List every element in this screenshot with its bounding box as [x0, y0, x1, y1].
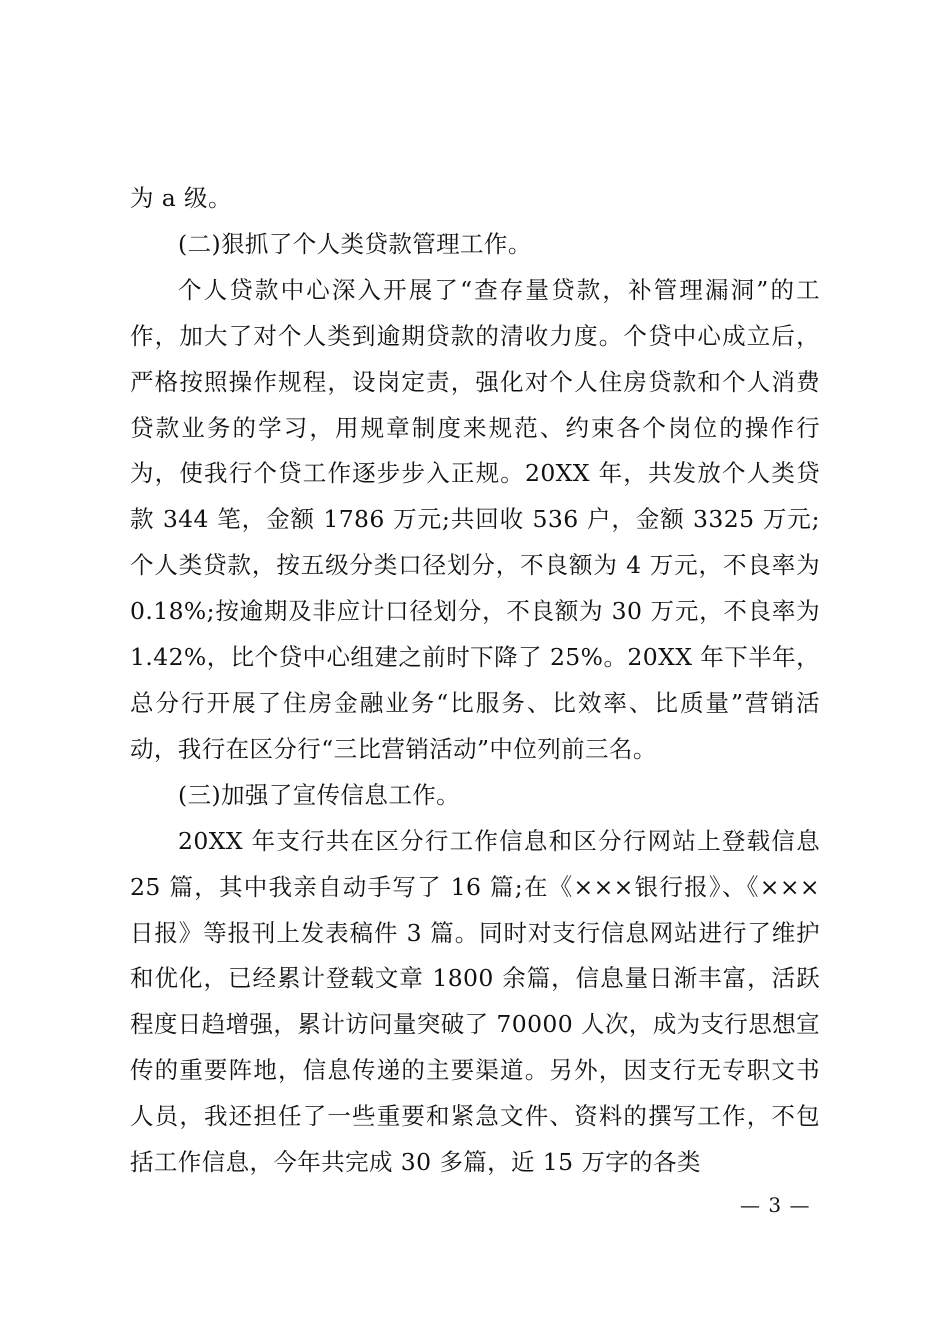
paragraph-personal-loans: 个人贷款中心深入开展了“查存量贷款，补管理漏洞”的工作，加大了对个人类到逾期贷款的清收力度。个贷中心成立后，严格按照操作规程，设岗定责，强化对个人住房贷款和个人消费贷款业务的学习，用规章制度来规范、约束各个岗位的操作行为，使我行个贷工作逐步步入正规。20XX 年，共发放个人类贷款 344 笔，金额 1786 万元;共回收 536 户，金额 3325 万元;个人类贷款，按五级分类口径划分，不良额为 4 万元，不良率为 0.18%;按逾期及非应计口径划分，不良额为 30 万元，不良率为 1.42%，比个贷中心组建之前时下降了 25%。20XX 年下半年，总分行开展了住房金融业务“比服务、比效率、比质量”营销活动，我行在区分行“三比营销活动”中位列前三名。	[130, 275, 820, 763]
paragraph-continuation: 为 a 级。	[130, 184, 232, 212]
document-body	[130, 176, 820, 1186]
paragraph-publicity-info: 20XX 年支行共在区分行工作信息和区分行网站上登载信息 25 篇，其中我亲自动手写了 16 篇;在《×××银行报》、《×××日报》等报刊上发表稿件 3 篇。同时对支行信息网站进行了维护和优化，已经累计登载文章 1800 余篇，信息量日渐丰富，活跃程度日趋增强，累计访问量突破了 70000 人次，成为支行思想宣传的重要阵地，信息传递的主要渠道。另外，因支行无专职文书人员，我还担任了一些重要和紧急文件、资料的撰写工作，不包括工作信息，今年共完成 30 多篇，近 15 万字的各类	[130, 826, 820, 1177]
section-heading-3: (三)加强了宣传信息工作。	[178, 780, 461, 809]
section-heading-2: (二)狠抓了个人类贷款管理工作。	[178, 229, 532, 258]
page-number: — 3 —	[740, 1193, 811, 1217]
